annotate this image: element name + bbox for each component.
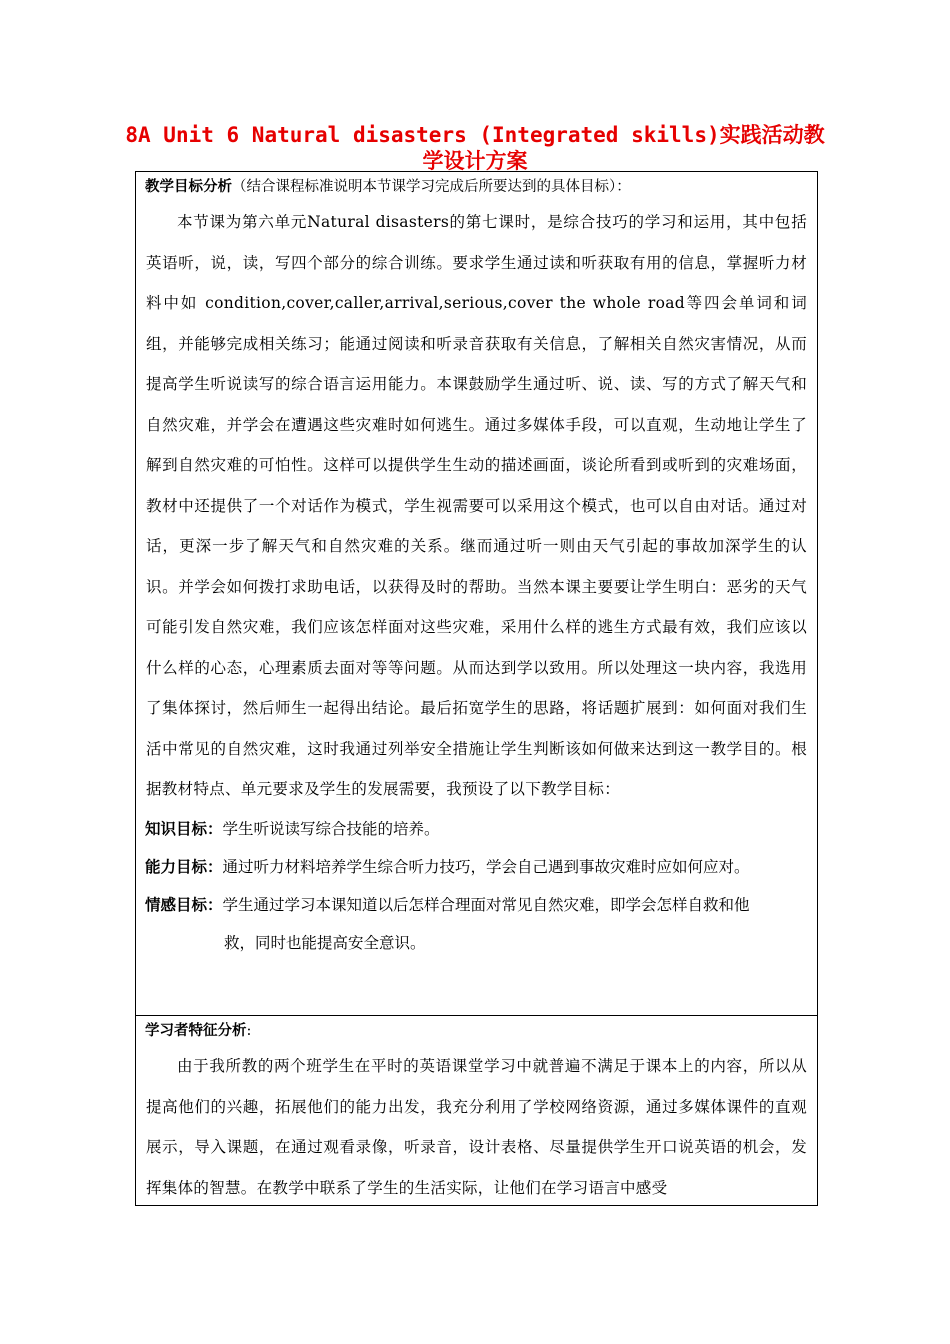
goal-label: 知识目标：	[145, 819, 223, 838]
section-teaching-objectives	[136, 172, 817, 1015]
goal-label: 情感目标：	[145, 895, 223, 914]
heading-label: 学习者特征分析	[145, 1023, 247, 1039]
heading-note: （结合课程标准说明本节课学习完成后所要达到的具体目标）：	[232, 179, 631, 195]
document-title: 8A Unit 6 Natural disasters (Integrated skills)实践活动教学设计方案	[125, 123, 825, 173]
section-body: 本节课为第六单元Natural disasters的第七课时，是综合技巧的学习和运用，其中包括英语听，说，读，写四个部分的综合训练。要求学生通过读和听获取有用的信息，掌握听力材料中如 condition,cover,caller,arrival,serious,cover the whole road等四会单词和词组，并能够完成相关练习；能通过阅读和听录音获取有关信息，了解相关自然灾害情况，从而提高学生听说读写的综合语言运用能力。本课鼓励学生通过听、说、读、写的方式了解天气和自然灾难，并学会在遭遇这些灾难时如何逃生。通过多媒体手段，可以直观，生动地让学生了解到自然灾难的可怕性。这样可以提供学生生动的描述画面，谈论所看到或听到的灾难场面，教材中还提供了一个对话作为模式，学生视需要可以采用这个模式，也可以自由对话。通过对话，更深一步了解天气和自然灾难的关系。继而通过听一则由天气引起的事故加深学生的认识。并学会如何拨打求助电话，以获得及时的帮助。当然本课主要要让学生明白：恶劣的天气可能引发自然灾难，我们应该怎样面对这些灾难，采用什么样的逃生方式最有效，我们应该以什么样的心态，心理素质去面对等等问题。从而达到学以致用。所以处理这一块内容，我选用了集体探讨，然后师生一起得出结论。最后拓宽学生的思路，将话题扩展到：如何面对我们生活中常见的自然灾难，这时我通过列举安全措施让学生判断该如何做来达到这一教学目的。根据教材特点、单元要求及学生的发展需要，我预设了以下教学目标：	[146, 213, 807, 798]
section-body: 由于我所教的两个班学生在平时的英语课堂学习中就普遍不满足于课本上的内容，所以从提高他们的兴趣，拓展他们的能力出发，我充分利用了学校网络资源，通过多媒体课件的直观展示，导入课题，在通过观看录像，听录音，设计表格、尽量提供学生开口说英语的机会，发挥集体的智慧。在教学中联系了学生的生活实际，让他们在学习语言中感受	[146, 1057, 807, 1197]
lesson-plan-table	[135, 171, 818, 1206]
heading-label: 教学目标分析	[145, 179, 232, 195]
heading-note: :	[246, 1023, 252, 1039]
goal-emotion	[145, 886, 807, 962]
section-heading	[145, 1016, 807, 1046]
goal-ability	[145, 848, 807, 886]
section-heading	[145, 172, 807, 202]
goal-text: 学生听说读写综合技能的培养。	[222, 819, 440, 838]
goal-text-continued: 救，同时也能提高安全意识。	[224, 933, 426, 952]
goal-text: 通过听力材料培养学生综合听力技巧，学会自己遇到事故灾难时应如何应对。	[222, 857, 750, 876]
section-learner-analysis	[136, 1015, 817, 1205]
goal-text: 学生通过学习本课知道以后怎样合理面对常见自然灾难，即学会怎样自救和他	[222, 895, 750, 914]
goal-knowledge	[145, 810, 807, 848]
goal-label: 能力目标：	[145, 857, 223, 876]
